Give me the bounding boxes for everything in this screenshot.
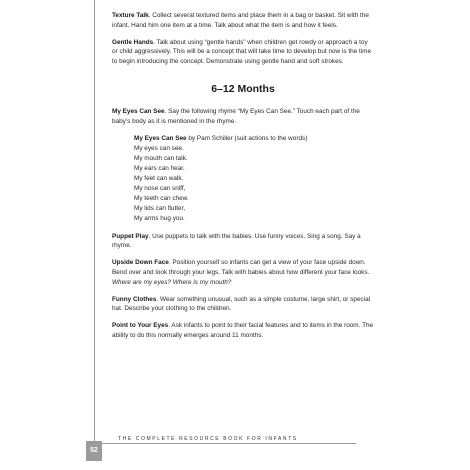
rhyme-line: My feet can walk. xyxy=(134,175,184,183)
point-eyes-title: Point to Your Eyes xyxy=(112,322,169,330)
upside-down-italic: Where are my eyes? Where is my mouth? xyxy=(112,278,232,286)
gentle-hands-paragraph xyxy=(112,38,374,67)
my-eyes-paragraph xyxy=(112,107,374,126)
upside-down-paragraph xyxy=(112,258,374,287)
rhyme-block xyxy=(134,134,374,224)
point-eyes-paragraph xyxy=(112,321,374,340)
margin-rule xyxy=(94,0,95,443)
gentle-hands-title: Gentle Hands xyxy=(112,38,154,46)
upside-down-text: . Position yourself so infants can get a view of your face upside down. Bend over and look through your legs. Talk with babies about how different your face looks. xyxy=(112,259,370,276)
funny-clothes-paragraph xyxy=(112,295,374,314)
rhyme-title: My Eyes Can See xyxy=(134,135,187,143)
running-head: THE COMPLETE RESOURCE BOOK FOR INFANTS xyxy=(118,436,298,442)
my-eyes-text: . Say the following rhyme “My Eyes Can See.” Touch each part of the baby’s body as it is mentioned in the rhyme. xyxy=(112,108,360,126)
rhyme-line: My arms hug you. xyxy=(134,215,185,223)
section-heading: 6–12 Months xyxy=(211,83,275,96)
my-eyes-title: My Eyes Can See xyxy=(112,108,165,116)
rhyme-line: My ears can hear. xyxy=(134,165,185,173)
texture-talk-text: . Collect several textured items and place them in a bag or basket. Sit with the infant. Hand him one item at a time. Talk about what the item is and how it feels. xyxy=(112,12,369,29)
texture-talk-paragraph xyxy=(112,11,374,30)
gentle-hands-text: . Talk about using “gentle hands” when children get rowdy or approach a toy or child aggressively. This will be a concept that will take time to develop but now is the time to begin introducing the concept. Demonstrate using gentle hand and soft strokes. xyxy=(112,38,372,65)
texture-talk-title: Texture Talk xyxy=(112,12,149,19)
funny-clothes-text: . Wear something unusual, such as a simple costume, large shirt, or special hat. Describe your clothing to the children. xyxy=(112,295,371,313)
puppet-play-paragraph xyxy=(112,232,374,251)
page-number: 52 xyxy=(90,447,98,454)
upside-down-title: Upside Down Face xyxy=(112,259,169,267)
point-eyes-text: . Ask infants to point to their facial features and to items in the room. The ability to do this normally emerges around 11 months. xyxy=(112,322,374,339)
page-content xyxy=(112,11,374,348)
rhyme-title-line xyxy=(134,134,374,144)
footer-rule xyxy=(94,443,356,444)
rhyme-line: My lids can flutter, xyxy=(134,205,186,213)
rhyme-line: My teeth can chew. xyxy=(134,195,189,203)
rhyme-byline: by Pam Schiller (suit actions to the words) xyxy=(186,135,308,143)
rhyme-line: My nose can sniff, xyxy=(134,185,186,193)
rhyme-line: My mouth can talk. xyxy=(134,155,188,163)
funny-clothes-title: Funny Clothes xyxy=(112,295,157,303)
rhyme-line: My eyes can see. xyxy=(134,145,184,153)
puppet-play-text: . Use puppets to talk with the babies. Use funny voices. Sing a song. Say a rhyme. xyxy=(112,232,361,250)
puppet-play-title: Puppet Play xyxy=(112,232,149,240)
